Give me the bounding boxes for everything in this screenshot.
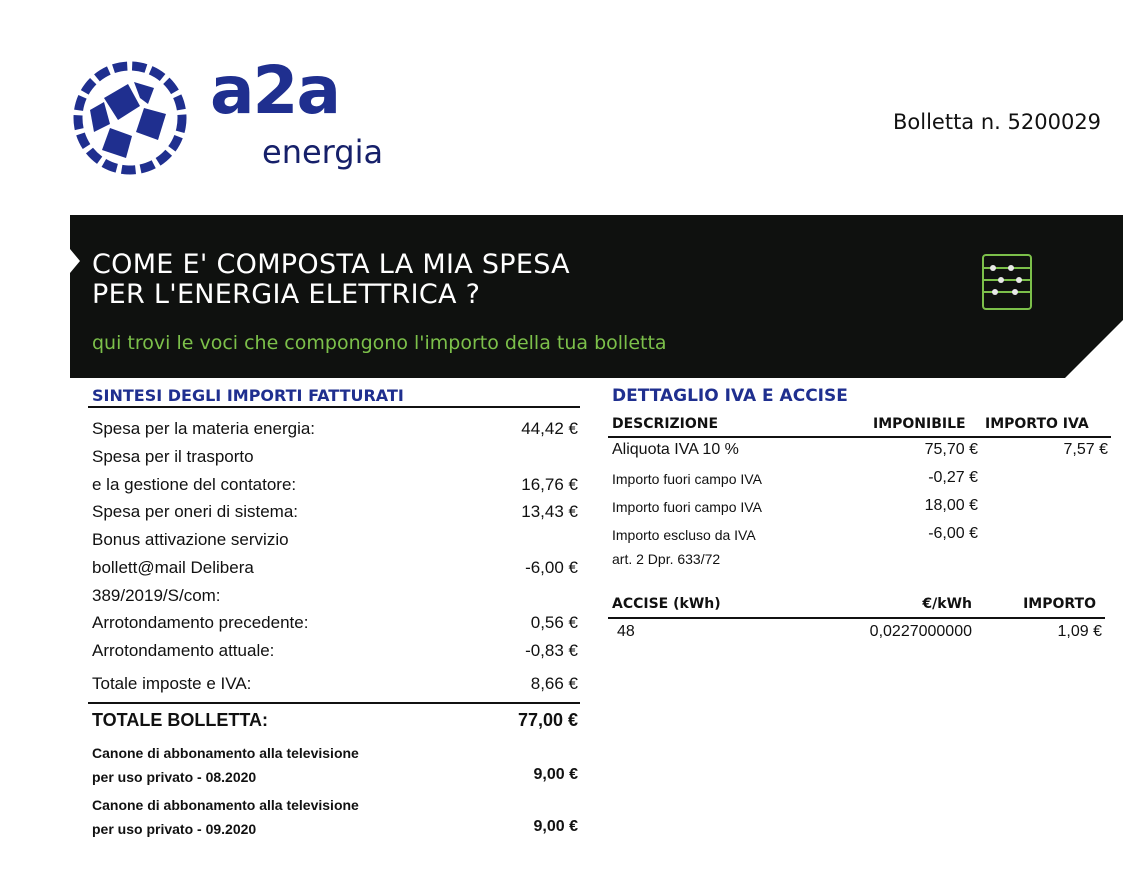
abacus-icon — [981, 253, 1033, 311]
banner-title: COME E' COMPOSTA LA MIA SPESA PER L'ENERGIA ELETTRICA ? — [92, 249, 570, 310]
vat-header-vat: IMPORTO IVA — [985, 416, 1089, 432]
summary-title-rule — [88, 406, 580, 408]
excise-header-rate: €/kWh — [922, 596, 972, 612]
vat-header-taxable: IMPONIBILE — [873, 416, 966, 432]
banner-subtitle: qui trovi le voci che compongono l'importo della tua bolletta — [92, 332, 667, 354]
vat-header-rule — [608, 436, 1111, 438]
brand-name: a2a — [210, 52, 339, 129]
vat-header-description: DESCRIZIONE — [612, 416, 719, 432]
vat-title: DETTAGLIO IVA E ACCISE — [612, 386, 848, 406]
summary-title: SINTESI DEGLI IMPORTI FATTURATI — [92, 386, 404, 405]
a2a-logo-icon — [70, 58, 190, 178]
total-value: 77,00 € — [517, 710, 578, 730]
excise-header-kwh: ACCISE (kWh) — [612, 596, 721, 612]
excise-header-amount: IMPORTO — [1023, 596, 1096, 612]
bill-number: Bolletta n. 5200029 — [893, 110, 1102, 134]
brand-sub: energia — [262, 133, 384, 171]
total-rule — [88, 702, 580, 704]
excise-header-rule — [608, 617, 1105, 619]
total-label: TOTALE BOLLETTA: — [92, 710, 268, 730]
